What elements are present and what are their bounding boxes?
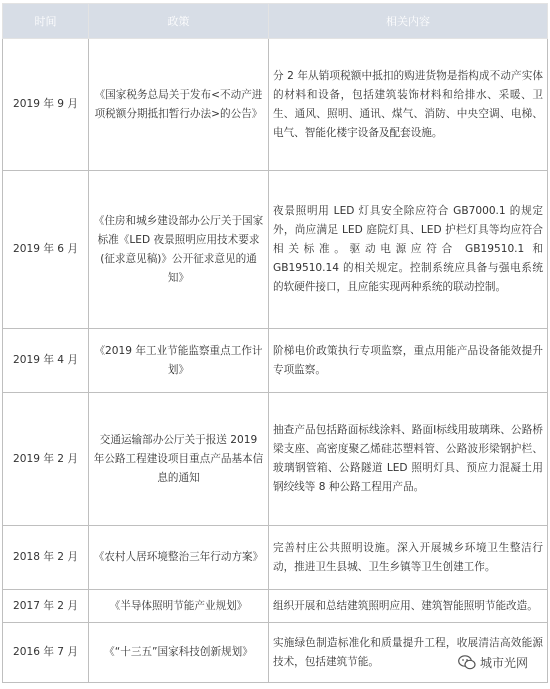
row-policy: 《“十三五”国家科技创新规划》	[89, 623, 269, 683]
watermark-text: 城市光网	[480, 656, 529, 670]
table-row	[3, 393, 548, 526]
row-policy: 《国家税务总局关于发布<不动产进项税额分期抵扣暂行办法>的公告》	[89, 39, 269, 171]
row-policy: 交通运输部办公厅关于报送 2019 年公路工程建设项目重点产品基本信息的通知	[89, 393, 269, 526]
row-time: 2019 年 6 月	[3, 171, 89, 329]
row-content: 分 2 年从销项税额中抵扣的购进货物是指构成不动产实体的材料和设备，包括建筑装饰材料和给排水、采暖、卫生、通风、照明、通讯、煤气、消防、中央空调、电梯、电气、智能化楼宇设备及配套设施。	[269, 39, 548, 171]
table-row	[3, 590, 548, 623]
row-policy: 《住房和城乡建设部办公厅关于国家标准《LED 夜景照明应用技术要求(征求意见稿)》公开征求意见的通知》	[89, 171, 269, 329]
row-policy: 《2019 年工业节能监察重点工作计划》	[89, 329, 269, 393]
row-time: 2019 年 2 月	[3, 393, 89, 526]
row-time: 2016 年 7 月	[3, 623, 89, 683]
row-content: 抽查产品包括路面标线涂料、路面Ⅰ标线用玻璃珠、公路桥梁支座、高密度聚乙烯硅芯塑料管、公路波形梁钢护栏、玻璃钢管箱、公路隧道 LED 照明灯具、预应力混凝土用钢绞线等 8 种公路工程用产品。	[269, 393, 548, 526]
policy-table	[2, 3, 548, 683]
header-time: 时间	[3, 4, 89, 39]
table-row	[3, 171, 548, 329]
header-row	[3, 4, 548, 39]
row-time: 2019 年 4 月	[3, 329, 89, 393]
row-time: 2017 年 2 月	[3, 590, 89, 623]
wechat-icon	[458, 655, 476, 670]
row-policy: 《半导体照明节能产业规划》	[89, 590, 269, 623]
row-policy: 《农村人居环境整治三年行动方案》	[89, 526, 269, 590]
row-content: 完善村庄公共照明设施。深入开展城乡环境卫生整洁行动，推进卫生县城、卫生乡镇等卫生创建工作。	[269, 526, 548, 590]
header-policy: 政策	[89, 4, 269, 39]
table-row	[3, 329, 548, 393]
row-time: 2019 年 9 月	[3, 39, 89, 171]
watermark	[454, 652, 532, 673]
row-time: 2018 年 2 月	[3, 526, 89, 590]
header-content: 相关内容	[269, 4, 548, 39]
row-content: 阶梯电价政策执行专项监察，重点用能产品设备能效提升专项监察。	[269, 329, 548, 393]
row-content: 夜景照明用 LED 灯具安全除应符合 GB7000.1 的规定外，尚应满足 LED 庭院灯具、LED 护栏灯具等均应符合相关标准。驱动电源应符合 GB19510.1 和 GB19510.14 的相关规定。控制系统应具备与强电系统的软硬件接口，且应能实现两种系统的联动控制。	[269, 171, 548, 329]
table-row	[3, 526, 548, 590]
row-content: 实施绿色制造标准化和质量提升工程，收展清洁高效能源技术，包括建筑节能。	[269, 623, 548, 683]
table-row	[3, 39, 548, 171]
row-content: 组织开展和总结建筑照明应用、建筑智能照明节能改造。	[269, 590, 548, 623]
